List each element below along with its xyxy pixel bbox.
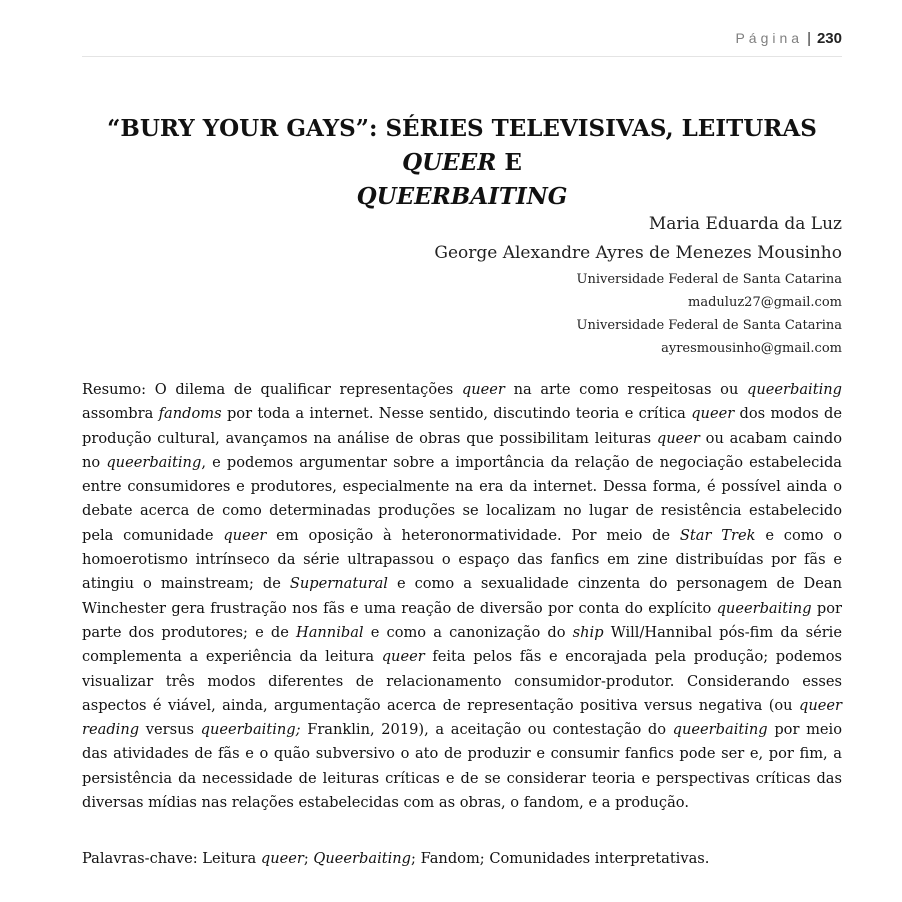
abstract-emphasis: queer reading <box>82 696 842 739</box>
abstract-text: , e podemos argumentar sobre a importância da relação de negociação estabelecida entre consumidores e produtores, especialmente na era da internet. Dessa forma, é possível ainda o debate acerca de como determinadas produções se localizam no lugar de resistência estabelecido pela comunidade <box>82 453 843 544</box>
page-header <box>82 30 842 57</box>
abstract-emphasis: ship <box>572 623 604 641</box>
keywords-emphasis: queer <box>260 850 304 867</box>
abstract-emphasis: fandoms <box>158 405 222 423</box>
abstract-text: assombra <box>82 405 159 423</box>
abstract-text: e como a canonização do <box>363 623 573 641</box>
abstract-emphasis: queerbaiting <box>672 721 768 739</box>
abstract-text: e como a sexualidade cinzenta do personagem de Dean Winchester gera frustração nos fãs e uma reação de diversão por conta do explícito <box>82 575 842 617</box>
abstract-text: feita pelos fãs e encorajada pela produção; podemos visualizar três modos diferentes de relacionamento consumidor-produtor. Considerando esses aspectos é viável, ainda, argumentação acerca de representação positiva versus negativa (ou <box>82 648 842 714</box>
abstract-emphasis: queerbaiting <box>106 453 202 471</box>
abstract-emphasis: Hannibal <box>295 623 364 641</box>
keywords-text: ; <box>303 850 314 867</box>
header-separator: | <box>807 30 811 47</box>
keywords-emphasis: Queerbaiting <box>313 850 412 867</box>
title-part-1: “BURY YOUR GAYS”: SÉRIES TELEVISIVAS, LEITURAS <box>107 115 817 142</box>
title-queer: QUEER <box>402 149 497 176</box>
author-name: George Alexandre Ayres de Menezes Mousinho <box>434 243 842 263</box>
abstract-emphasis: queerbaiting <box>716 599 812 617</box>
author-institution: Universidade Federal de Santa Catarina <box>576 272 842 287</box>
author-email: maduluz27@gmail.com <box>688 295 842 310</box>
abstract-emphasis: Supernatural <box>289 575 388 593</box>
abstract-text: Resumo: O dilema de qualificar representações <box>82 381 462 398</box>
page-number: 230 <box>816 30 842 47</box>
abstract-text: versus <box>139 721 201 739</box>
abstract-emphasis: queerbaiting <box>747 381 842 398</box>
abstract-text: por parte dos produtores; e de <box>82 599 842 641</box>
title-conjunction: E <box>496 149 522 176</box>
paper-title <box>82 112 842 214</box>
keywords-line <box>82 847 842 871</box>
abstract-text: Franklin, 2019), a aceitação ou contestação do <box>300 721 673 739</box>
author-institution: Universidade Federal de Santa Catarina <box>576 318 842 333</box>
abstract-emphasis: Star Trek <box>679 526 756 544</box>
abstract-emphasis: queer <box>656 429 700 447</box>
abstract-emphasis: queerbaiting; <box>200 721 301 739</box>
abstract-text: Will/Hannibal pós-fim da série complementa a experiência da leitura <box>82 623 842 666</box>
abstract-text: por toda a internet. Nesse sentido, discutindo teoria e crítica <box>221 405 692 423</box>
abstract-text: ou acabam caindo no <box>82 429 842 471</box>
abstract-emphasis: queer <box>381 648 425 666</box>
author-name: Maria Eduarda da Luz <box>648 214 842 234</box>
keywords-text: ; Fandom; Comunidades interpretativas. <box>411 850 710 867</box>
abstract-paragraph <box>82 378 842 815</box>
abstract-text: na arte como respeitosas ou <box>504 381 748 398</box>
abstract-emphasis: queer <box>461 381 505 398</box>
author-block <box>300 210 842 360</box>
abstract-text: por meio das atividades de fãs e o quão subversivo o ato de produzir e consumir fanfics pode ser e, por fim, a persistência da necessidade de leituras críticas e de se considerar teoria e perspectivas críticas das diversas mídias nas relações estabelecidas com as obras, o fandom, e a produção. <box>82 721 843 812</box>
abstract-emphasis: queer <box>691 405 735 423</box>
author-email: ayresmousinho@gmail.com <box>661 341 842 356</box>
abstract-text: e como o homoerotismo intrínseco da série ultrapassou o espaço das fanfics em zine distribuídas por fãs e atingiu o mainstream; de <box>82 526 842 593</box>
abstract-text: em oposição à heteronormatividade. Por meio de <box>266 526 680 544</box>
page-label: Página <box>735 30 804 46</box>
abstract-text: dos modos de produção cultural, avançamos na análise de obras que possibilitam leituras <box>82 405 843 447</box>
abstract-emphasis: queer <box>223 526 267 544</box>
keywords-text: Palavras-chave: Leitura <box>82 850 261 867</box>
title-queerbaiting: QUEERBAITING <box>356 183 568 210</box>
